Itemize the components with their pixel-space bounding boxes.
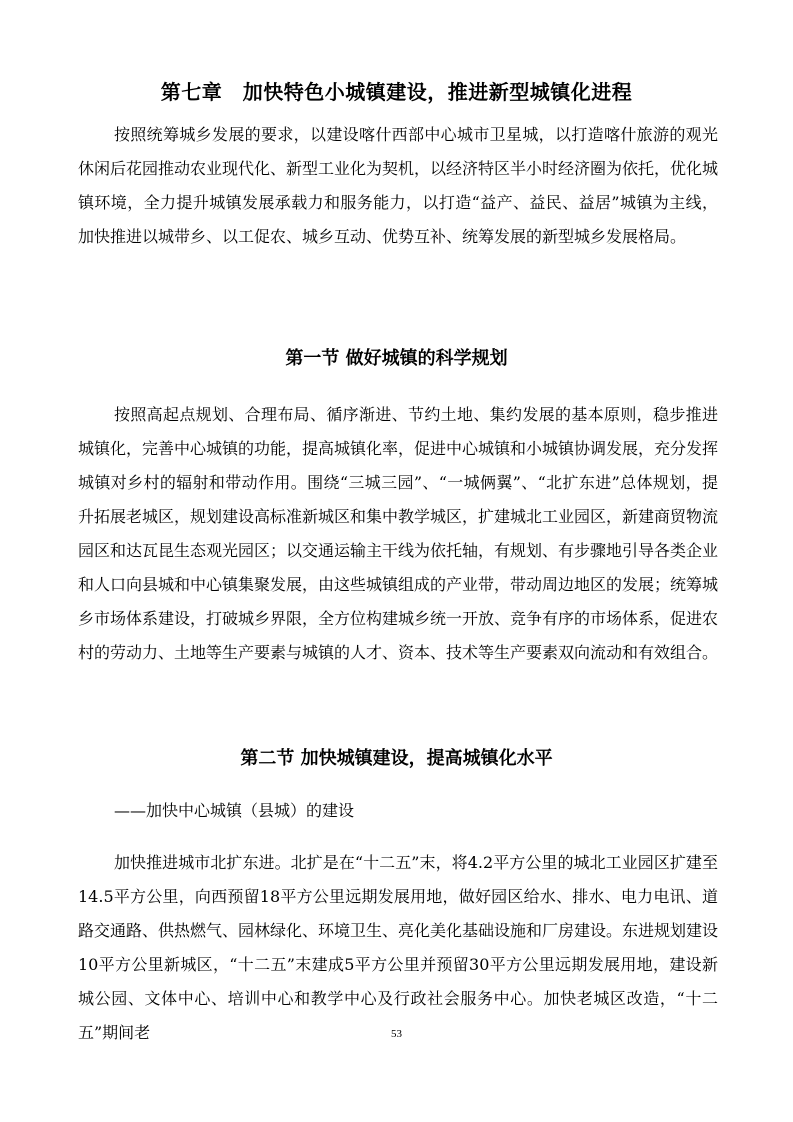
section-1-title: 第一节 做好城镇的科学规划	[285, 348, 508, 369]
page-number: 53	[391, 1028, 402, 1040]
chapter-intro-paragraph: 按照统筹城乡发展的要求，以建设喀什西部中心城市卫星城，以打造喀什旅游的观光休闲后花园推动农业现代化、新型工业化为契机，以经济特区半小时经济圈为依托，优化城镇环境，全力提升城镇发展承载力和服务能力，以打造“益产、益民、益居”城镇为主线，加快推进以城带乡、以工促农、城乡互动、优势互补、统筹发展的新型城乡发展格局。	[78, 125, 719, 246]
section-2-title: 第二节 加快城镇建设，提高城镇化水平	[240, 748, 553, 769]
section-1-paragraph: 按照高起点规划、合理布局、循序渐进、节约土地、集约发展的基本原则，稳步推进城镇化，完善中心城镇的功能，提高城镇化率，促进中心城镇和小城镇协调发展，充分发挥城镇对乡村的辐射和带动作用。围绕“三城三园”、“一城俩翼”、“北扩东进”总体规划，提升拓展老城区，规划建设高标准新城区和集中教学城区，扩建城北工业园区，新建商贸物流园区和达瓦昆生态观光园区；以交通运输主干线为依托轴，有规划、有步骤地引导各类企业和人口向县城和中心镇集聚发展，由这些城镇组成的产业带，带动周边地区的发展；统筹城乡市场体系建设，打破城乡界限，全方位构建城乡统一开放、竞争有序的市场体系，促进农村的劳动力、土地等生产要素与城镇的人才、资本、技术等生产要素双向流动和有效组合。	[78, 405, 719, 662]
section-2-paragraph: 加快推进城市北扩东进。北扩是在“十二五”末，将4.2平方公里的城北工业园区扩建至14.5平方公里，向西预留18平方公里远期发展用地，做好园区给水、排水、电力电讯、道路交通路、供热燃气、园林绿化、环境卫生、亮化美化基础设施和厂房建设。东进规划建设10平方公里新城区，“十二五”末建成5平方公里并预留30平方公里远期发展用地，建设新城公园、文体中心、培训中心和教学中心及行政社会服务中心。加快老城区改造，“十二五”期间老	[78, 853, 719, 1042]
section-2-subheading: ——加快中心城镇（县城）的建设	[114, 801, 355, 820]
chapter-title: 第七章 加快特色小城镇建设，推进新型城镇化进程	[160, 80, 633, 104]
